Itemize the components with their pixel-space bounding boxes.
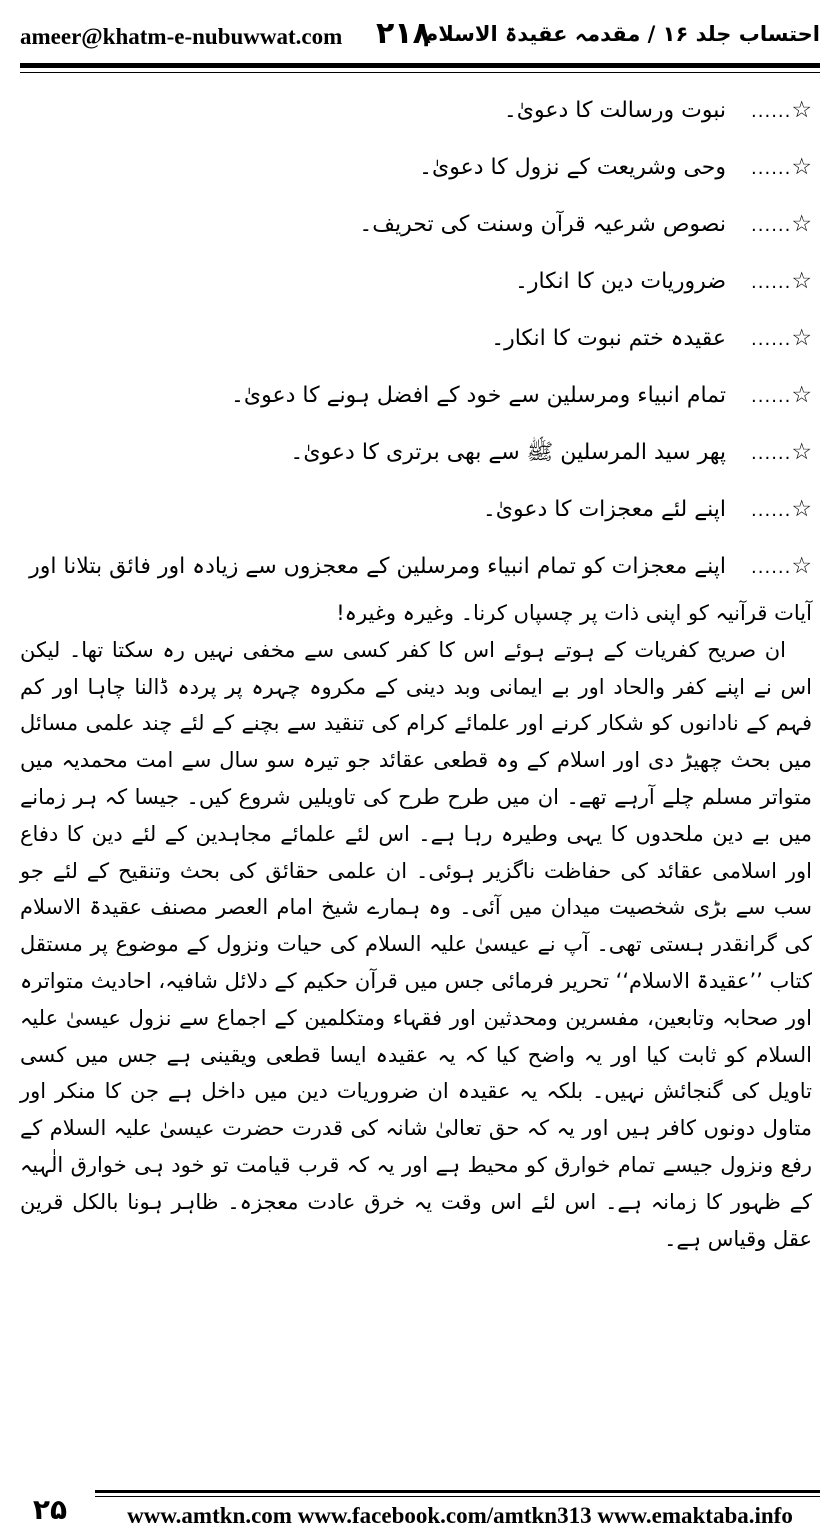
footer-page-number: ۲۵ [32, 1493, 68, 1526]
list-item-text: عقیدہ ختم نبوت کا انکار۔ [491, 326, 726, 351]
star-icon: ☆ [791, 496, 812, 522]
star-icon: ☆ [791, 325, 812, 351]
body-paragraph: ان صریح کفریات کے ہوتے ہوئے اس کا کفر کسی سے مخفی نہیں رہ سکتا تھا۔ لیکن اس نے اپنے کفر والحاد اور بے ایمانی وبد دینی کے مکروہ چہرہ پر پردہ ڈالنا چاہا اور کم فہم کے نادانوں کو شکار کرنے اور علمائے کرام کی تنقید سے بچنے کے لئے چند علمی مسائل میں بحث چھیڑ دی اور اسلام کے وہ قطعی عقائد جو تیرہ سو سال سے امت محمدیہ میں متواتر مسلم چلے آرہے تھے۔ ان میں طرح طرح کی تاویلیں شروع کیں۔ جیسا کہ ہر زمانے میں بے دین ملحدوں کا یہی وطیرہ رہا ہے۔ اس لئے علمائے مجاہدین کے لئے دین کا دفاع اور اسلامی عقائد کی حفاظت ناگزیر ہوئی۔ ان علمی حقائق کی بحث وتنقیح کے لئے جو سب سے بڑی شخصیت میدان میں آئی۔ وہ ہمارے شیخ امام العصر مصنف عقیدۃ الاسلام کی گرانقدر ہستی تھی۔ آپ نے عیسیٰ علیہ السلام کی حیات ونزول کے موضوع پر مستقل کتاب ’’عقیدۃ الاسلام‘‘ تحریر فرمائی جس میں قرآن حکیم کے دلائل شافیہ، احادیث متواترہ اور صحابہ وتابعین، مفسرین ومحدثین اور فقہاء ومتکلمین کے اجماع سے نزول عیسیٰ علیہ السلام کو ثابت کیا اور یہ واضح کیا کہ یہ عقیدہ ایسا قطعی ویقینی ہے جس میں کسی تاویل کی گنجائش نہیں۔ بلکہ یہ عقیدہ ان ضروریات دین میں داخل ہے جن کا منکر اور متاول دونوں کافر ہیں اور یہ کہ حق تعالیٰ شانہ کی قدرت حضرت عیسیٰ علیہ السلام کے رفع ونزول جیسے تمام خوارق کو محیط ہے اور یہ کہ قرب قیامت تو خود ہی خوارق الٰہیہ کے ظہور کا زمانہ ہے۔ اس لئے اس وقت یہ خرق عادت معجزہ۔ ظاہر ہونا بالکل قرین عقل وقیاس ہے۔ [20, 637, 812, 1251]
star-icon: ☆ [791, 154, 812, 180]
header-rule-thick [20, 63, 820, 68]
star-icon: ☆ [791, 97, 812, 123]
list-item-text: ضروریات دین کا انکار۔ [514, 269, 726, 294]
footer-links: www.amtkn.com www.facebook.com/amtkn313 www.emaktaba.info [127, 1503, 793, 1528]
bullet-marker: ☆...... [751, 553, 812, 579]
star-icon: ☆ [791, 268, 812, 294]
list-item [20, 481, 812, 538]
list-item [20, 139, 812, 196]
header-rule-thin [20, 72, 820, 73]
bullet-marker: ☆...... [751, 382, 812, 408]
list-item-text: وحی وشریعت کے نزول کا دعویٰ۔ [419, 155, 726, 180]
star-icon: ☆ [791, 382, 812, 408]
list-item [20, 310, 812, 367]
list-continuation: آیات قرآنیہ کو اپنی ذات پر چسپاں کرنا۔ وغیرہ وغیرہ! [336, 601, 812, 625]
bullet-marker: ☆...... [751, 496, 812, 522]
bullet-marker: ☆...... [751, 439, 812, 465]
bullet-marker: ☆...... [751, 325, 812, 351]
list-item [20, 253, 812, 310]
list-item [20, 367, 812, 424]
header-title: احتساب جلد ۱۶ / مقدمہ عقیدۃ الاسلام [422, 22, 820, 46]
list-item-text: تمام انبیاء ومرسلین سے خود کے افضل ہونے کا دعویٰ۔ [231, 383, 726, 408]
bullet-marker: ☆...... [751, 97, 812, 123]
star-icon: ☆ [791, 439, 812, 465]
page-content [20, 82, 812, 1257]
list-item-text: نبوت ورسالت کا دعویٰ۔ [503, 98, 726, 123]
list-item-text: نصوص شرعیہ قرآن وسنت کی تحریف۔ [359, 212, 726, 237]
star-icon: ☆ [791, 211, 812, 237]
bullet-marker: ☆...... [751, 211, 812, 237]
list-item [20, 82, 812, 139]
list-item [20, 196, 812, 253]
footer-rule-thick [95, 1490, 820, 1493]
star-icon: ☆ [791, 553, 812, 579]
list-item-text: پھر سید المرسلین ﷺ سے بھی برتری کا دعویٰ۔ [290, 440, 726, 465]
list-item [20, 538, 812, 595]
page-header [20, 16, 820, 56]
list-item-text: اپنے لئے معجزات کا دعویٰ۔ [482, 497, 726, 522]
list-item-text: اپنے معجزات کو تمام انبیاء ومرسلین کے معجزوں سے زیادہ اور فائق بتلانا اور [29, 554, 726, 579]
list-item [20, 424, 812, 481]
bullet-marker: ☆...... [751, 268, 812, 294]
footer-rule-thin [95, 1496, 820, 1497]
header-email: ameer@khatm-e-nubuwwat.com [20, 24, 343, 49]
header-page-number: ۲۱۸ [376, 16, 431, 51]
bullet-marker: ☆...... [751, 154, 812, 180]
